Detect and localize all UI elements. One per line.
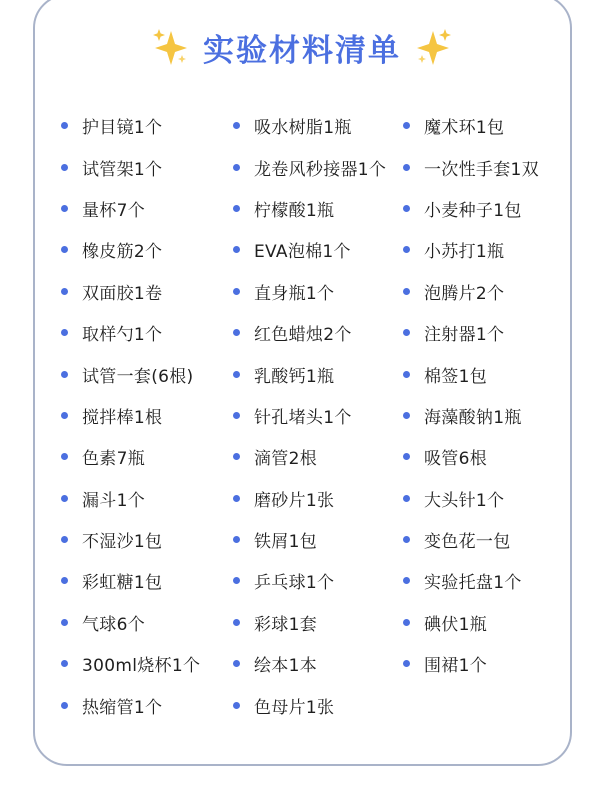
list-item — [233, 395, 386, 436]
bullet-dot-icon — [233, 453, 240, 460]
list-item-label: 300ml烧杯1个 — [82, 656, 201, 677]
list-item — [403, 105, 539, 146]
bullet-dot-icon — [403, 371, 410, 378]
list-item-label: 护目镜1个 — [82, 118, 163, 139]
list-item — [61, 229, 200, 270]
list-item — [233, 188, 386, 229]
title-row — [0, 22, 604, 72]
list-item-label: 绘本1本 — [254, 656, 318, 677]
list-item-label: 搅拌棒1根 — [82, 407, 163, 428]
list-item — [403, 353, 539, 394]
list-item — [403, 188, 539, 229]
list-item — [233, 146, 386, 187]
list-item — [233, 643, 386, 684]
bullet-dot-icon — [233, 660, 240, 667]
list-item — [403, 229, 539, 270]
list-item — [233, 312, 386, 353]
list-item — [403, 395, 539, 436]
list-item — [61, 684, 200, 725]
bullet-dot-icon — [403, 122, 410, 129]
list-item-label: 不湿沙1包 — [82, 532, 163, 553]
bullet-dot-icon — [61, 122, 68, 129]
bullet-dot-icon — [61, 702, 68, 709]
list-item-label: 针孔堵头1个 — [254, 407, 352, 428]
list-item-label: 直身瓶1个 — [254, 283, 335, 304]
page-title: 实验材料清单 — [203, 32, 401, 69]
bullet-dot-icon — [61, 495, 68, 502]
bullet-dot-icon — [61, 453, 68, 460]
list-item-label: 乒乓球1个 — [254, 573, 335, 594]
bullet-dot-icon — [233, 619, 240, 626]
bullet-dot-icon — [61, 619, 68, 626]
bullet-dot-icon — [233, 164, 240, 171]
list-item-label: 小苏打1瓶 — [424, 242, 505, 263]
list-item-label: 大头针1个 — [424, 490, 505, 511]
list-item-label: 气球6个 — [82, 614, 146, 635]
materials-column-2 — [233, 105, 386, 726]
list-item-label: 量杯7个 — [82, 200, 146, 221]
list-item-label: 实验托盘1个 — [424, 573, 522, 594]
list-item-label: 双面胶1卷 — [82, 283, 163, 304]
list-item — [61, 478, 200, 519]
list-item-label: 吸管6根 — [424, 449, 488, 470]
bullet-dot-icon — [403, 412, 410, 419]
materials-column-3 — [403, 105, 539, 684]
list-item-label: 吸水树脂1瓶 — [254, 118, 352, 139]
list-item — [61, 271, 200, 312]
list-item-label: 小麦种子1包 — [424, 200, 522, 221]
list-item — [403, 271, 539, 312]
bullet-dot-icon — [403, 619, 410, 626]
list-item-label: 漏斗1个 — [82, 490, 146, 511]
list-item — [61, 312, 200, 353]
list-item — [233, 271, 386, 312]
bullet-dot-icon — [233, 495, 240, 502]
bullet-dot-icon — [233, 205, 240, 212]
list-item — [61, 105, 200, 146]
list-item-label: 变色花一包 — [424, 532, 511, 553]
materials-column-1 — [61, 105, 200, 726]
list-item-label: 试管一套(6根) — [82, 366, 194, 387]
list-item — [233, 105, 386, 146]
bullet-dot-icon — [61, 371, 68, 378]
bullet-dot-icon — [233, 288, 240, 295]
list-item — [233, 602, 386, 643]
list-item-label: 海藻酸钠1瓶 — [424, 407, 522, 428]
list-item — [233, 684, 386, 725]
sparkles-icon — [415, 27, 453, 67]
bullet-dot-icon — [233, 536, 240, 543]
list-item — [403, 436, 539, 477]
list-item — [403, 478, 539, 519]
list-item-label: 棉签1包 — [424, 366, 488, 387]
list-item — [403, 602, 539, 643]
bullet-dot-icon — [233, 702, 240, 709]
list-item — [61, 519, 200, 560]
list-item — [233, 436, 386, 477]
bullet-dot-icon — [403, 536, 410, 543]
list-item — [61, 602, 200, 643]
list-item — [233, 353, 386, 394]
list-item — [233, 519, 386, 560]
bullet-dot-icon — [403, 660, 410, 667]
bullet-dot-icon — [61, 205, 68, 212]
bullet-dot-icon — [233, 246, 240, 253]
list-item — [403, 519, 539, 560]
list-item-label: 红色蜡烛2个 — [254, 325, 352, 346]
bullet-dot-icon — [403, 288, 410, 295]
bullet-dot-icon — [403, 205, 410, 212]
list-item-label: 一次性手套1双 — [424, 159, 539, 180]
bullet-dot-icon — [233, 412, 240, 419]
list-item — [233, 229, 386, 270]
list-item — [61, 353, 200, 394]
bullet-dot-icon — [61, 412, 68, 419]
list-item-label: 碘伏1瓶 — [424, 614, 488, 635]
list-item-label: 色母片1张 — [254, 697, 335, 718]
bullet-dot-icon — [61, 536, 68, 543]
list-item-label: 龙卷风秒接器1个 — [254, 159, 387, 180]
list-item-label: 围裙1个 — [424, 656, 488, 677]
list-item-label: 注射器1个 — [424, 325, 505, 346]
list-item — [403, 643, 539, 684]
list-item — [233, 478, 386, 519]
list-item-label: 热缩管1个 — [82, 697, 163, 718]
bullet-dot-icon — [403, 577, 410, 584]
list-item — [61, 146, 200, 187]
bullet-dot-icon — [61, 246, 68, 253]
bullet-dot-icon — [61, 329, 68, 336]
bullet-dot-icon — [61, 577, 68, 584]
list-item — [61, 436, 200, 477]
sparkles-icon — [151, 27, 189, 67]
list-item — [233, 560, 386, 601]
bullet-dot-icon — [403, 453, 410, 460]
bullet-dot-icon — [233, 577, 240, 584]
bullet-dot-icon — [403, 164, 410, 171]
list-item — [403, 560, 539, 601]
list-item-label: 彩球1套 — [254, 614, 318, 635]
list-item-label: 滴管2根 — [254, 449, 318, 470]
list-item-label: 泡腾片2个 — [424, 283, 505, 304]
list-item-label: 魔术环1包 — [424, 118, 505, 139]
list-item-label: 乳酸钙1瓶 — [254, 366, 335, 387]
list-item-label: 铁屑1包 — [254, 532, 318, 553]
list-item — [61, 395, 200, 436]
list-item-label: 磨砂片1张 — [254, 490, 335, 511]
bullet-dot-icon — [61, 164, 68, 171]
bullet-dot-icon — [403, 329, 410, 336]
list-item-label: 取样勺1个 — [82, 325, 163, 346]
bullet-dot-icon — [233, 122, 240, 129]
list-item — [403, 146, 539, 187]
list-item-label: 试管架1个 — [82, 159, 163, 180]
list-item-label: 柠檬酸1瓶 — [254, 200, 335, 221]
bullet-dot-icon — [403, 246, 410, 253]
list-item — [61, 643, 200, 684]
bullet-dot-icon — [233, 371, 240, 378]
list-item-label: EVA泡棉1个 — [254, 242, 351, 263]
list-item — [403, 312, 539, 353]
list-item-label: 彩虹糖1包 — [82, 573, 163, 594]
bullet-dot-icon — [61, 660, 68, 667]
list-item-label: 色素7瓶 — [82, 449, 146, 470]
list-item-label: 橡皮筋2个 — [82, 242, 163, 263]
list-item — [61, 188, 200, 229]
list-item — [61, 560, 200, 601]
bullet-dot-icon — [233, 329, 240, 336]
bullet-dot-icon — [61, 288, 68, 295]
bullet-dot-icon — [403, 495, 410, 502]
